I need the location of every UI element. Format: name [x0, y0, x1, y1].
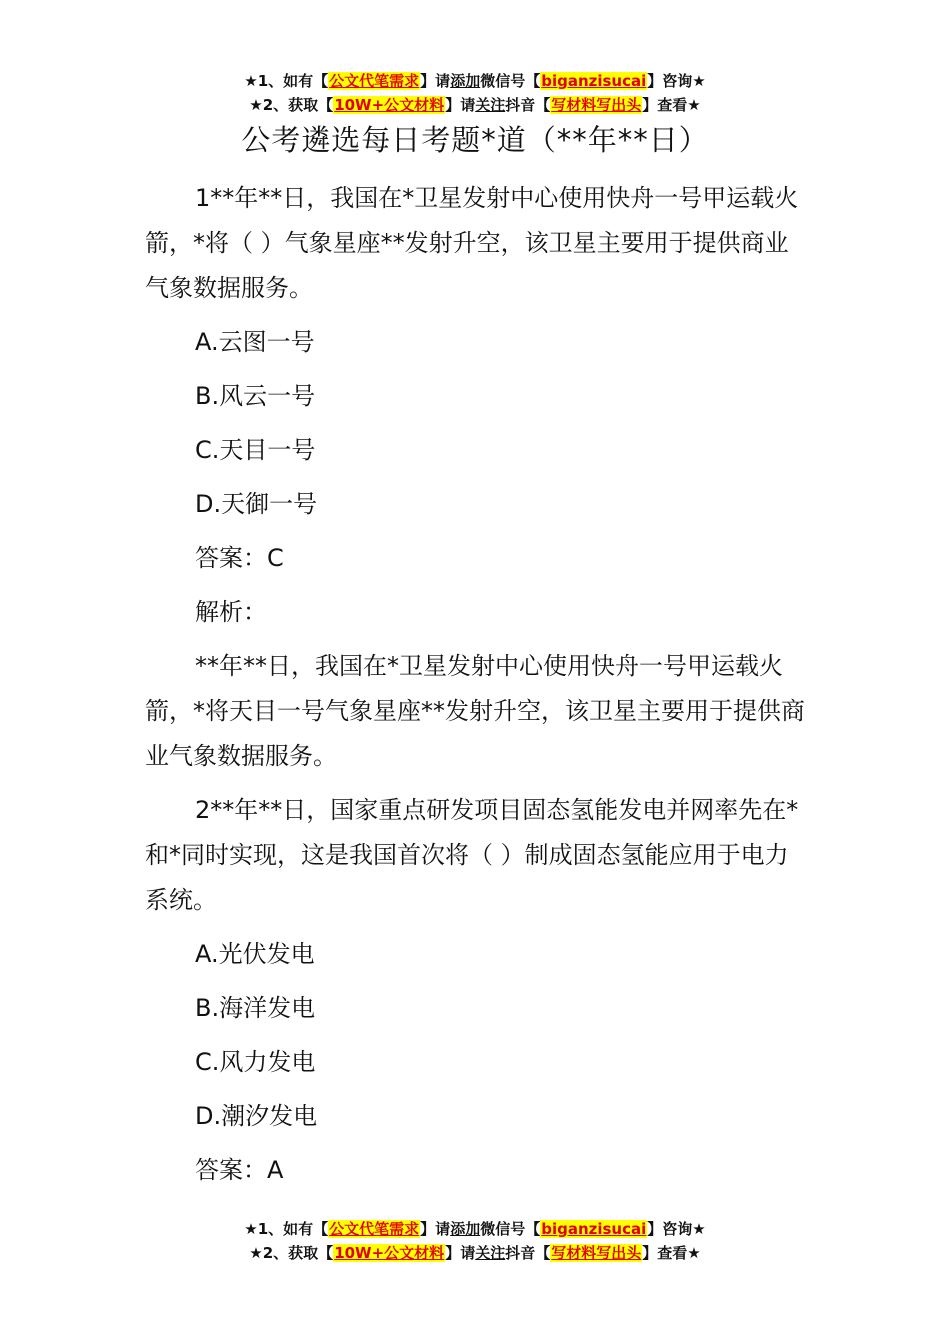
question-1-answer: 答案：C	[195, 544, 284, 572]
banner-text: ★2、获取【	[249, 96, 334, 114]
banner-underlined: 关注	[475, 1244, 506, 1262]
bottom-banner-line-2	[0, 1242, 950, 1264]
banner-text: 】请	[445, 1244, 476, 1262]
question-1-analysis: **年**日，我国在*卫星发射中心使用快舟一号甲运载火箭，*将天目一号气象星座**发射升空，该卫星主要用于提供商业气象数据服务。	[145, 652, 805, 770]
banner-text: 微信号【	[480, 72, 541, 90]
question-2-option-d: D.潮汐发电	[195, 1102, 318, 1130]
banner-text: ★1、如有【	[244, 72, 329, 90]
question-1-option-a: A.云图一号	[195, 328, 315, 356]
banner-text: 】咨询★	[647, 1220, 706, 1238]
banner-highlight: 公文代笔需求	[329, 72, 420, 90]
banner-text: 】请	[445, 96, 476, 114]
banner-text: 抖音【	[505, 1244, 551, 1262]
banner-highlight: 10W+公文材料	[334, 1244, 445, 1262]
banner-text: 抖音【	[505, 96, 551, 114]
banner-douyin-id: 写材料写出头	[551, 96, 642, 114]
question-1-stem: 1**年**日，我国在*卫星发射中心使用快舟一号甲运载火箭，*将（ ）气象星座**发射升空，该卫星主要用于提供商业气象数据服务。	[145, 184, 799, 302]
banner-wechat-id: biganzisucai	[541, 1220, 647, 1238]
bottom-banner-line-1	[0, 1218, 950, 1240]
banner-underlined: 添加	[450, 72, 481, 90]
banner-text: 】请	[420, 72, 451, 90]
top-banner-line-1	[0, 70, 950, 92]
question-1-option-c: C.天目一号	[195, 436, 316, 464]
banner-highlight: 10W+公文材料	[334, 96, 445, 114]
banner-underlined: 关注	[475, 96, 506, 114]
banner-text: 】请	[420, 1220, 451, 1238]
question-2-option-b: B.海洋发电	[195, 994, 316, 1022]
document-body	[145, 176, 810, 1202]
question-2-option-a: A.光伏发电	[195, 940, 315, 968]
question-2-option-c: C.风力发电	[195, 1048, 316, 1076]
banner-highlight: 公文代笔需求	[329, 1220, 420, 1238]
banner-douyin-id: 写材料写出头	[551, 1244, 642, 1262]
banner-wechat-id: biganzisucai	[541, 72, 647, 90]
banner-text: 】咨询★	[647, 72, 706, 90]
banner-text: 】查看★	[642, 1244, 701, 1262]
question-1-option-d: D.天御一号	[195, 490, 318, 518]
document-title: 公考遴选每日考题*道（**年**日）	[241, 123, 709, 157]
question-2-stem: 2**年**日，国家重点研发项目固态氢能发电并网率先在*和*同时实现，这是我国首次将（ ）制成固态氢能应用于电力系统。	[145, 796, 799, 914]
banner-text: ★2、获取【	[249, 1244, 334, 1262]
banner-text: ★1、如有【	[244, 1220, 329, 1238]
question-2-answer: 答案：A	[195, 1156, 284, 1184]
banner-text: 】查看★	[642, 96, 701, 114]
question-1-option-b: B.风云一号	[195, 382, 316, 410]
question-1-analysis-label: 解析：	[195, 598, 267, 626]
top-banner-line-2	[0, 94, 950, 116]
banner-text: 微信号【	[480, 1220, 541, 1238]
banner-underlined: 添加	[450, 1220, 481, 1238]
